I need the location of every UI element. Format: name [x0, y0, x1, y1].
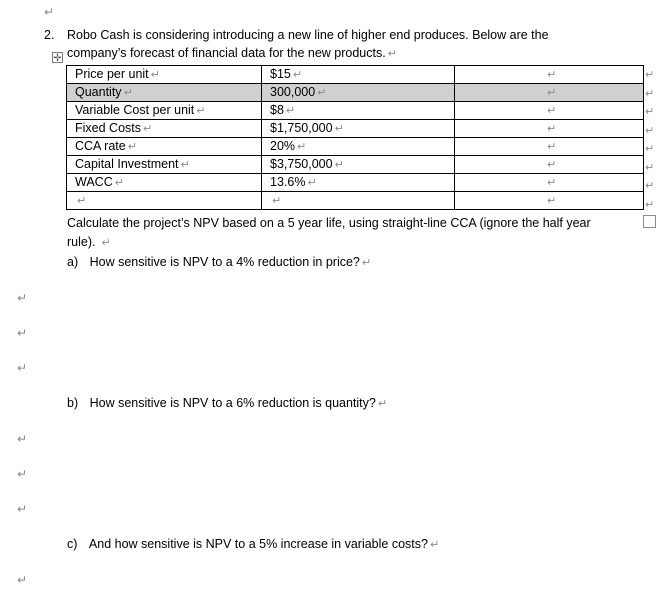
- row-label-cell[interactable]: [67, 120, 262, 138]
- paragraph-mark: ↵: [17, 467, 28, 481]
- table-row: [67, 192, 644, 210]
- subquestion-text: And how sensitive is NPV to a 5% increase in variable costs?: [88, 537, 428, 551]
- instruction-line2: [67, 235, 111, 249]
- paragraph-mark: ↵: [101, 237, 111, 249]
- instruction-text: Calculate the project’s NPV based on a 5 year life, using straight-line CCA (ignore the half year: [67, 216, 591, 230]
- paragraph-mark: ↵: [17, 573, 28, 587]
- cell-end-mark: ↵: [127, 141, 137, 153]
- subquestion-b: [67, 396, 387, 410]
- paragraph-mark: ↵: [387, 48, 397, 60]
- row-end-mark: ↵: [645, 198, 655, 211]
- cell-end-mark: ↵: [196, 105, 206, 117]
- row-value-cell[interactable]: [262, 192, 455, 210]
- row-end-mark: ↵: [645, 69, 655, 81]
- cell-text: 20%: [270, 139, 296, 153]
- subquestion-letter: a): [67, 255, 79, 269]
- row-value-cell[interactable]: [262, 66, 455, 84]
- subquestion-letter: c): [67, 537, 78, 551]
- empty-cell[interactable]: [455, 120, 644, 138]
- subquestion-letter: b): [67, 396, 79, 410]
- subquestion-text: How sensitive is NPV to a 6% reduction is quantity?: [89, 396, 376, 410]
- cell-end-mark: ↵: [150, 69, 160, 81]
- paragraph-mark: ↵: [429, 539, 440, 551]
- table-row: [67, 120, 644, 138]
- table-resize-handle[interactable]: [643, 215, 656, 228]
- cell-end-mark: ↵: [334, 159, 344, 171]
- row-label-cell[interactable]: [67, 66, 262, 84]
- cell-end-mark: ↵: [272, 195, 282, 207]
- empty-cell[interactable]: [455, 138, 644, 156]
- cell-text: Fixed Costs: [75, 121, 141, 135]
- row-end-mark: ↵: [645, 87, 655, 100]
- table-row: [67, 84, 644, 102]
- row-end-mark: ↵: [645, 106, 655, 118]
- cell-end-mark: ↵: [547, 141, 557, 153]
- paragraph-mark: ↵: [377, 398, 388, 410]
- cell-text: 13.6%: [270, 175, 306, 189]
- question-text-line2: [67, 46, 397, 60]
- empty-cell[interactable]: [455, 174, 644, 192]
- cell-end-mark: ↵: [547, 105, 557, 117]
- paragraph-mark: ↵: [44, 5, 55, 19]
- cell-end-mark: ↵: [547, 177, 557, 189]
- subquestion-a: [67, 255, 371, 269]
- cell-end-mark: ↵: [317, 87, 327, 99]
- cell-text: $15: [270, 67, 291, 81]
- row-value-cell[interactable]: [262, 120, 455, 138]
- row-label-cell[interactable]: [67, 174, 262, 192]
- cell-end-mark: ↵: [307, 177, 317, 189]
- table-row: [67, 156, 644, 174]
- cell-end-mark: ↵: [180, 159, 190, 171]
- cell-end-mark: ↵: [547, 123, 557, 135]
- row-end-mark: ↵: [645, 143, 655, 155]
- paragraph-mark: ↵: [17, 502, 28, 516]
- cell-text: Variable Cost per unit: [75, 103, 195, 117]
- cell-text: $1,750,000: [270, 121, 333, 135]
- table-move-handle-icon[interactable]: ✛: [53, 53, 62, 64]
- cell-end-mark: ↵: [547, 87, 557, 99]
- cell-end-mark: ↵: [285, 105, 296, 117]
- instruction-line1: [67, 216, 591, 230]
- instruction-text-end: rule).: [67, 235, 96, 249]
- row-value-cell[interactable]: [262, 138, 455, 156]
- row-label-cell[interactable]: [67, 138, 262, 156]
- row-end-mark: ↵: [645, 124, 655, 137]
- cell-text: Capital Investment: [75, 157, 179, 171]
- cell-end-mark: ↵: [334, 123, 344, 135]
- row-value-cell[interactable]: [262, 102, 455, 120]
- cell-text: WACC: [75, 175, 113, 189]
- empty-cell[interactable]: [455, 66, 644, 84]
- cell-text: Price per unit: [75, 67, 149, 81]
- table-row: [67, 174, 644, 192]
- question-line1: Robo Cash is considering introducing a new line of higher end produces. Below are the: [67, 28, 549, 42]
- row-value-cell[interactable]: [262, 174, 455, 192]
- row-label-cell[interactable]: [67, 192, 262, 210]
- cell-end-mark: ↵: [297, 141, 307, 153]
- paragraph-mark: ↵: [17, 291, 28, 305]
- paragraph-mark: ↵: [17, 432, 28, 446]
- table-row: [67, 102, 644, 120]
- question-number: 2.: [44, 28, 55, 42]
- question-text-line1: [67, 28, 549, 42]
- cell-end-mark: ↵: [292, 69, 303, 81]
- row-value-cell[interactable]: [262, 84, 455, 102]
- table-row: [67, 138, 644, 156]
- cell-end-mark: ↵: [123, 87, 133, 99]
- row-label-cell[interactable]: [67, 102, 262, 120]
- empty-cell[interactable]: [455, 84, 644, 102]
- financial-data-table: [66, 65, 644, 210]
- cell-end-mark: ↵: [114, 177, 124, 189]
- cell-end-mark: ↵: [143, 123, 153, 135]
- empty-cell[interactable]: [455, 102, 644, 120]
- cell-end-mark: ↵: [547, 195, 557, 207]
- paragraph-mark: ↵: [361, 257, 372, 269]
- cell-end-mark: ↵: [547, 159, 557, 171]
- paragraph-mark: ↵: [17, 361, 28, 375]
- subquestion-c: [67, 537, 439, 551]
- paragraph-mark: ↵: [17, 326, 28, 340]
- cell-text: $3,750,000: [270, 157, 333, 171]
- row-label-cell[interactable]: [67, 84, 262, 102]
- empty-cell[interactable]: [455, 156, 644, 174]
- question-line2: company’s forecast of financial data for the new products.: [67, 46, 386, 60]
- table-row: [67, 66, 644, 84]
- cell-end-mark: ↵: [547, 69, 557, 81]
- cell-text: CCA rate: [75, 139, 126, 153]
- cell-text: 300,000: [270, 85, 316, 99]
- cell-text: Quantity: [75, 85, 122, 99]
- subquestion-text: How sensitive is NPV to a 4% reduction in price?: [89, 255, 360, 269]
- row-label-cell[interactable]: [67, 156, 262, 174]
- row-value-cell[interactable]: [262, 156, 455, 174]
- cell-text: $8: [270, 103, 284, 117]
- empty-cell[interactable]: [455, 192, 644, 210]
- row-end-mark: ↵: [645, 161, 655, 174]
- row-end-mark: ↵: [645, 180, 655, 192]
- cell-end-mark: ↵: [77, 195, 87, 207]
